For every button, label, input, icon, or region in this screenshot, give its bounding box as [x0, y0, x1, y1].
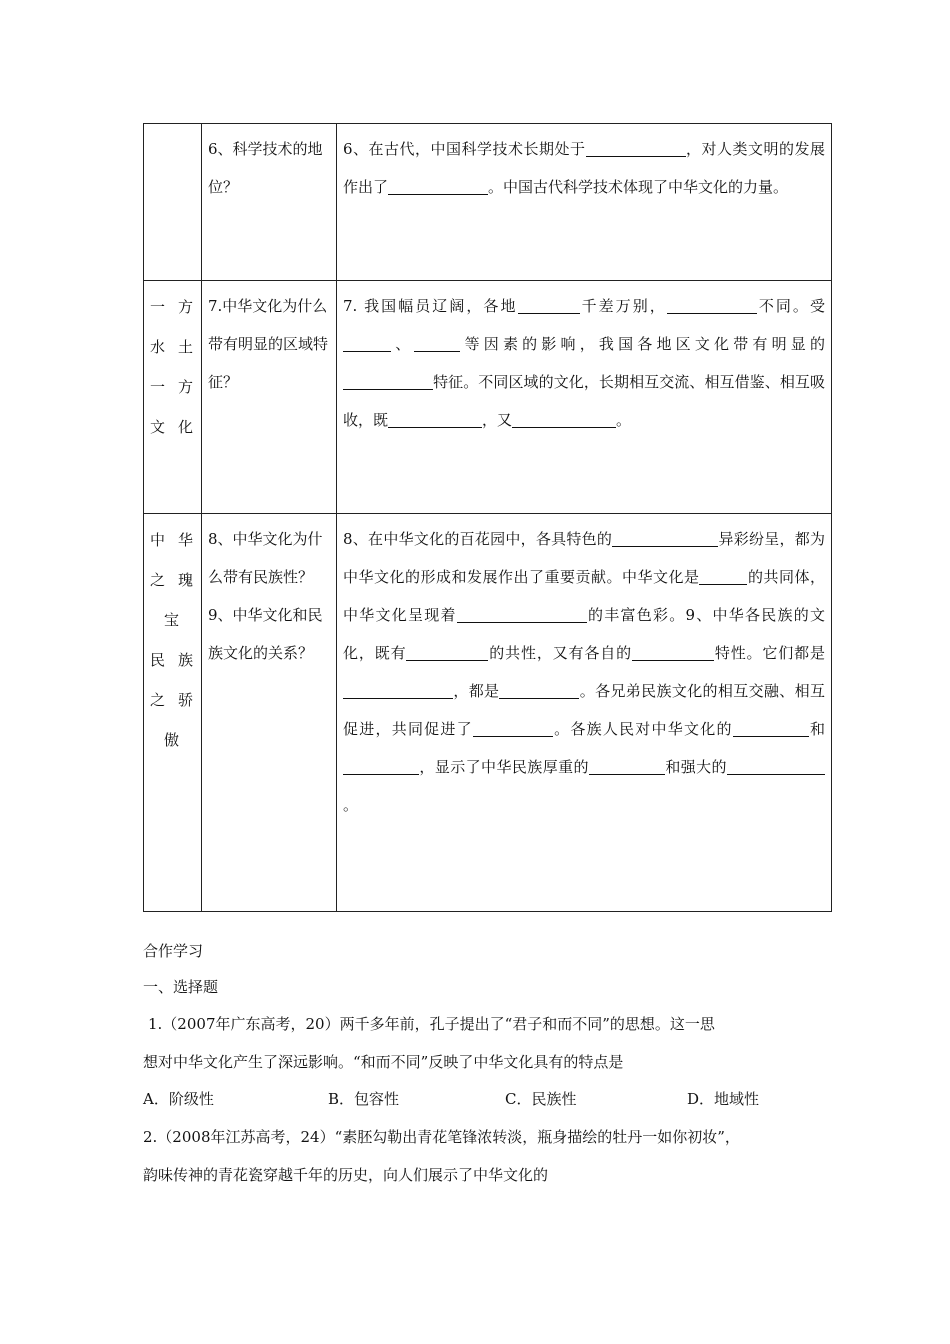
- fill-blank[interactable]: [667, 297, 757, 314]
- fill-blank[interactable]: [612, 530, 718, 547]
- section-heading: 一、选择题: [143, 978, 219, 996]
- fill-blank[interactable]: [457, 606, 587, 623]
- answer-text: 和: [808, 720, 825, 738]
- question-cell: [202, 281, 337, 514]
- topic-cell: [144, 281, 202, 514]
- topic-title-line: 宝: [163, 611, 181, 629]
- option-c[interactable]: C．民族性: [505, 1090, 577, 1108]
- option-d[interactable]: D．地域性: [687, 1090, 760, 1108]
- answer-text: 6、在古代，中国科学技术长期处于: [343, 140, 586, 158]
- fill-blank[interactable]: [473, 720, 553, 737]
- fill-blank[interactable]: [512, 411, 616, 428]
- question-text: 8、中华文化为什么带有民族性？: [208, 530, 323, 586]
- fill-blank[interactable]: [518, 297, 580, 314]
- question-1-line-1: 1.（2007年广东高考，20）两千多年前，孔子提出了“君子和而不同”的思想。这一思: [148, 1015, 715, 1033]
- answer-text: 异彩纷呈，都为中华文化的形成和发展作出了重要贡献。中华文化是: [343, 530, 825, 586]
- topic-cell: [144, 124, 202, 281]
- answer-text: 特征。不同区域的文化，长期相互交流、相互借鉴、相互吸收，既: [343, 373, 825, 429]
- fill-blank[interactable]: [406, 644, 488, 661]
- fill-blank[interactable]: [589, 758, 665, 775]
- question-1-options: [143, 1088, 843, 1112]
- fill-blank[interactable]: [727, 758, 825, 775]
- question-2-line-2: 韵味传神的青花瓷穿越千年的历史，向人们展示了中华文化的: [143, 1166, 549, 1184]
- topic-title-line: 民族: [150, 651, 195, 669]
- answer-text: ，又: [482, 411, 513, 429]
- fill-blank[interactable]: [343, 373, 433, 390]
- answer-text: 。中国古代科学技术体现了中华文化的力量。: [488, 178, 789, 196]
- table-row: [144, 281, 832, 514]
- worksheet-table: [143, 123, 832, 912]
- fill-blank[interactable]: [388, 178, 488, 195]
- answer-text: 特性。它们都是: [713, 644, 825, 662]
- option-b[interactable]: B．包容性: [328, 1090, 400, 1108]
- fill-blank[interactable]: [733, 720, 809, 737]
- topic-title-line: 之瑰: [150, 571, 195, 589]
- topic-title-line: 之骄: [150, 691, 195, 709]
- table-row: [144, 514, 832, 912]
- fill-blank[interactable]: [632, 644, 714, 661]
- answer-text: 8、在中华文化的百花园中，各具特色的: [343, 530, 613, 548]
- coop-heading: 合作学习: [143, 942, 204, 960]
- answer-cell: [337, 124, 832, 281]
- answer-text: 的共同体，中华文化呈现着: [343, 568, 825, 624]
- fill-blank[interactable]: [343, 758, 419, 775]
- answer-text: 的共性，又有各自的: [488, 644, 632, 662]
- fill-blank[interactable]: [343, 682, 453, 699]
- topic-title-line: 一方: [150, 298, 195, 316]
- answer-text: 不同。受: [756, 297, 825, 315]
- question-cell: [202, 124, 337, 281]
- question-text: 7.中华文化为什么带有明显的区域特征？: [208, 297, 329, 391]
- fill-blank[interactable]: [414, 335, 460, 352]
- fill-blank[interactable]: [699, 568, 747, 585]
- fill-blank[interactable]: [499, 682, 579, 699]
- question-text: 9、中华文化和民族文化的关系？: [208, 606, 323, 662]
- table-row: [144, 124, 832, 281]
- answer-text: 等因素的影响，我国各地区文化带有明显的: [460, 335, 825, 353]
- answer-text: 。: [343, 796, 359, 814]
- question-1-line-2: 想对中华文化产生了深远影响。“和而不同”反映了中华文化具有的特点是: [143, 1053, 624, 1071]
- answer-text: ，显示了中华民族厚重的: [419, 758, 589, 776]
- question-cell: [202, 514, 337, 912]
- topic-title-line: 文化: [150, 418, 195, 436]
- question-text: 6、科学技术的地位？: [208, 140, 323, 196]
- answer-text: 。: [616, 411, 632, 429]
- fill-blank[interactable]: [388, 411, 482, 428]
- answer-text: 、: [391, 335, 415, 353]
- answer-cell: [337, 514, 832, 912]
- fill-blank[interactable]: [586, 140, 686, 157]
- topic-title-line: 中华: [150, 531, 195, 549]
- answer-cell: [337, 281, 832, 514]
- fill-blank[interactable]: [343, 335, 391, 352]
- answer-text: ，都是: [453, 682, 500, 700]
- topic-title-line: 傲: [163, 731, 181, 749]
- answer-text: ，对人类文明的发展作出了: [343, 140, 825, 196]
- option-a[interactable]: A．阶级性: [143, 1090, 214, 1108]
- answer-text: 。各兄弟民族文化的相互交融、相互促进，共同促进了: [343, 682, 825, 738]
- topic-title-line: 水土: [150, 338, 195, 356]
- topic-title-line: 一方: [150, 378, 195, 396]
- answer-text: 千差万别，: [579, 297, 667, 315]
- answer-text: 7. 我国幅员辽阔，各地: [343, 297, 518, 315]
- answer-text: 。各族人民对中华文化的: [552, 720, 733, 738]
- answer-text: 和强大的: [664, 758, 727, 776]
- question-2-line-1: 2.（2008年江苏高考，24）“素胚勾勒出青花笔锋浓转淡，瓶身描绘的牡丹一如你初妆”，: [143, 1128, 740, 1146]
- answer-text: 的丰富色彩。9、中华各民族的文化，既有: [343, 606, 825, 662]
- topic-cell: [144, 514, 202, 912]
